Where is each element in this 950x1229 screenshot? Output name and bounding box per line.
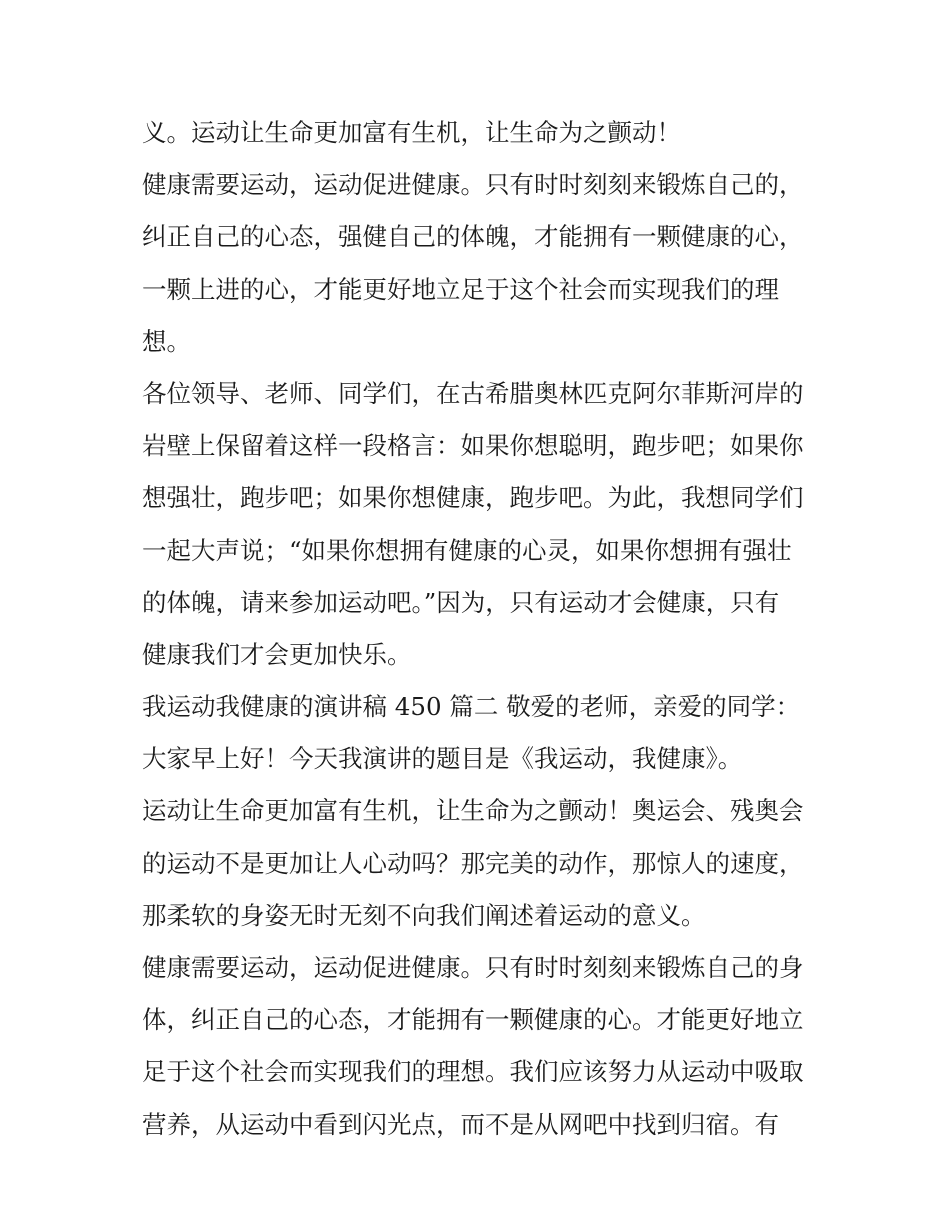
text-line: 的运动不是更加让人心动吗？那完美的动作，那惊人的速度， (142, 848, 804, 878)
text-line: 体，纠正自己的心态，才能拥有一颗健康的心。才能更好地立 (142, 1005, 804, 1035)
text-line: 运动让生命更加富有生机，让生命为之颤动！奥运会、残奥会 (142, 796, 804, 826)
text-line: 足于这个社会而实现我们的理想。我们应该努力从运动中吸取 (142, 1057, 804, 1087)
text-line: 一颗上进的心，才能更好地立足于这个社会而实现我们的理 (142, 274, 779, 304)
text-line: 想。 (142, 326, 191, 356)
text-line: 的体魄，请来参加运动吧。”因为，只有运动才会健康，只有 (142, 587, 780, 617)
text-line: 大家早上好！今天我演讲的题目是《我运动，我健康》。 (142, 744, 743, 774)
text-line: 义。运动让生命更加富有生机，让生命为之颤动！ (142, 118, 681, 147)
text-line: 营养，从运动中看到闪光点，而不是从网吧中找到归宿。有 (142, 1109, 779, 1139)
text-line: 健康需要运动，运动促进健康。只有时时刻刻来锻炼自己的， (142, 170, 804, 200)
text-line: 纠正自己的心态，强健自己的体魄，才能拥有一颗健康的心， (142, 222, 804, 252)
section-heading-line: 我运动我健康的演讲稿 450 篇二 敬爱的老师，亲爱的同学： (142, 692, 801, 722)
text-line: 一起大声说；“如果你想拥有健康的心灵，如果你想拥有强壮 (142, 535, 792, 565)
text-line: 各位领导、老师、同学们，在古希腊奥林匹克阿尔菲斯河岸的 (142, 378, 804, 408)
text-line: 那柔软的身姿无时无刻不向我们阐述着运动的意义。 (142, 900, 706, 930)
text-line: 健康我们才会更加快乐。 (142, 639, 412, 669)
text-line: 想强壮，跑步吧；如果你想健康，跑步吧。为此，我想同学们 (142, 483, 804, 513)
text-line: 岩壁上保留着这样一段格言：如果你想聪明，跑步吧；如果你 (142, 431, 804, 461)
text-line: 健康需要运动，运动促进健康。只有时时刻刻来锻炼自己的身 (142, 953, 804, 982)
document-body (142, 107, 822, 1151)
